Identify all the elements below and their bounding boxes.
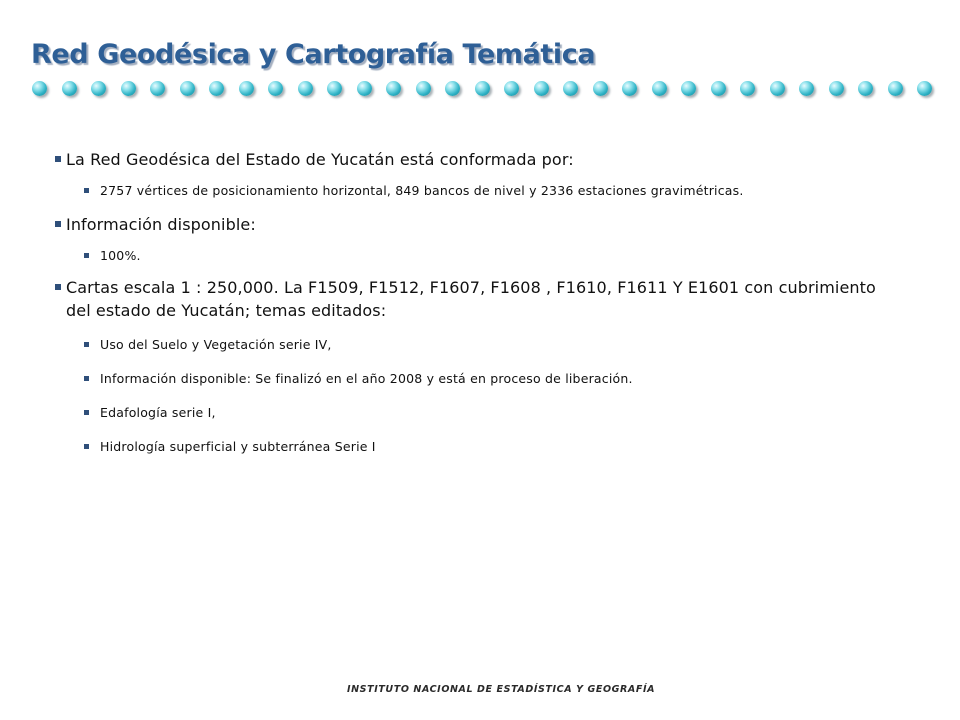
footer-institution: INSTITUTO NACIONAL DE ESTADÍSTICA Y GEOGRAFÍA (347, 684, 656, 695)
slide-title: Red Geodésica y Cartografía Temática (31, 39, 596, 70)
sub-bullet-text: Información disponible: Se finalizó en el año 2008 y está en proceso de liberación. (100, 371, 633, 386)
bullet-square-icon (84, 188, 89, 193)
decorative-dot-icon (357, 81, 372, 96)
decorative-dot-icon (121, 81, 136, 96)
sub-bullet-text: Uso del Suelo y Vegetación serie IV, (100, 337, 332, 352)
decorative-dot-icon (711, 81, 726, 96)
bullet-square-icon (84, 376, 89, 381)
decorative-dot-icon (91, 81, 106, 96)
decorative-dot-icon (593, 81, 608, 96)
bullet-item-red-geodesica (55, 148, 905, 171)
decorative-dot-icon (386, 81, 401, 96)
bullet-square-icon (84, 342, 89, 347)
bullet-text: La Red Geodésica del Estado de Yucatán está conformada por: (66, 150, 574, 169)
decorative-dot-icon (209, 81, 224, 96)
decorative-dot-icon (829, 81, 844, 96)
sub-bullet-item-porcentaje (55, 247, 905, 265)
decorative-dot-icon (504, 81, 519, 96)
bullet-square-icon (84, 253, 89, 258)
sub-bullet-text: Hidrología superficial y subterránea Serie I (100, 439, 376, 454)
bullet-list (55, 148, 905, 456)
bullet-square-icon (55, 156, 61, 162)
sub-bullet-item-vertices (55, 182, 905, 200)
bullet-square-icon (55, 284, 61, 290)
decorative-dot-icon (740, 81, 755, 96)
decorative-dot-icon (475, 81, 490, 96)
decorative-dot-icon (150, 81, 165, 96)
sub-bullet-item-edafologia (55, 404, 905, 422)
bullet-square-icon (55, 221, 61, 227)
decorative-dot-icon (180, 81, 195, 96)
sub-bullet-text: 100%. (100, 248, 141, 263)
decorative-dot-icon (445, 81, 460, 96)
decorative-dot-icon (32, 81, 47, 96)
bullet-text: Cartas escala 1 : 250,000. La F1509, F1512, F1607, F1608 , F1610, F1611 Y E1601 con cubrimiento del estado de Yucatán; temas editados: (66, 278, 876, 320)
decorative-dot-icon (681, 81, 696, 96)
decorative-dot-icon (534, 81, 549, 96)
decorative-dot-row (32, 78, 932, 98)
bullet-square-icon (84, 444, 89, 449)
decorative-dot-icon (888, 81, 903, 96)
sub-bullet-item-hidrologia (55, 438, 905, 456)
decorative-dot-icon (858, 81, 873, 96)
sub-bullet-item-info-disponible (55, 370, 905, 388)
decorative-dot-icon (327, 81, 342, 96)
sub-bullet-text: Edafología serie I, (100, 405, 216, 420)
sub-bullet-item-uso-suelo (55, 336, 905, 354)
decorative-dot-icon (770, 81, 785, 96)
bullet-item-cartas (55, 276, 905, 322)
decorative-dot-icon (622, 81, 637, 96)
decorative-dot-icon (652, 81, 667, 96)
decorative-dot-icon (268, 81, 283, 96)
bullet-square-icon (84, 410, 89, 415)
decorative-dot-icon (799, 81, 814, 96)
decorative-dot-icon (62, 81, 77, 96)
bullet-item-informacion (55, 213, 905, 236)
decorative-dot-icon (563, 81, 578, 96)
decorative-dot-icon (416, 81, 431, 96)
sub-bullet-text: 2757 vértices de posicionamiento horizontal, 849 bancos de nivel y 2336 estaciones gravimétricas. (100, 183, 744, 198)
decorative-dot-icon (298, 81, 313, 96)
decorative-dot-icon (239, 81, 254, 96)
bullet-text: Información disponible: (66, 215, 256, 234)
decorative-dot-icon (917, 81, 932, 96)
